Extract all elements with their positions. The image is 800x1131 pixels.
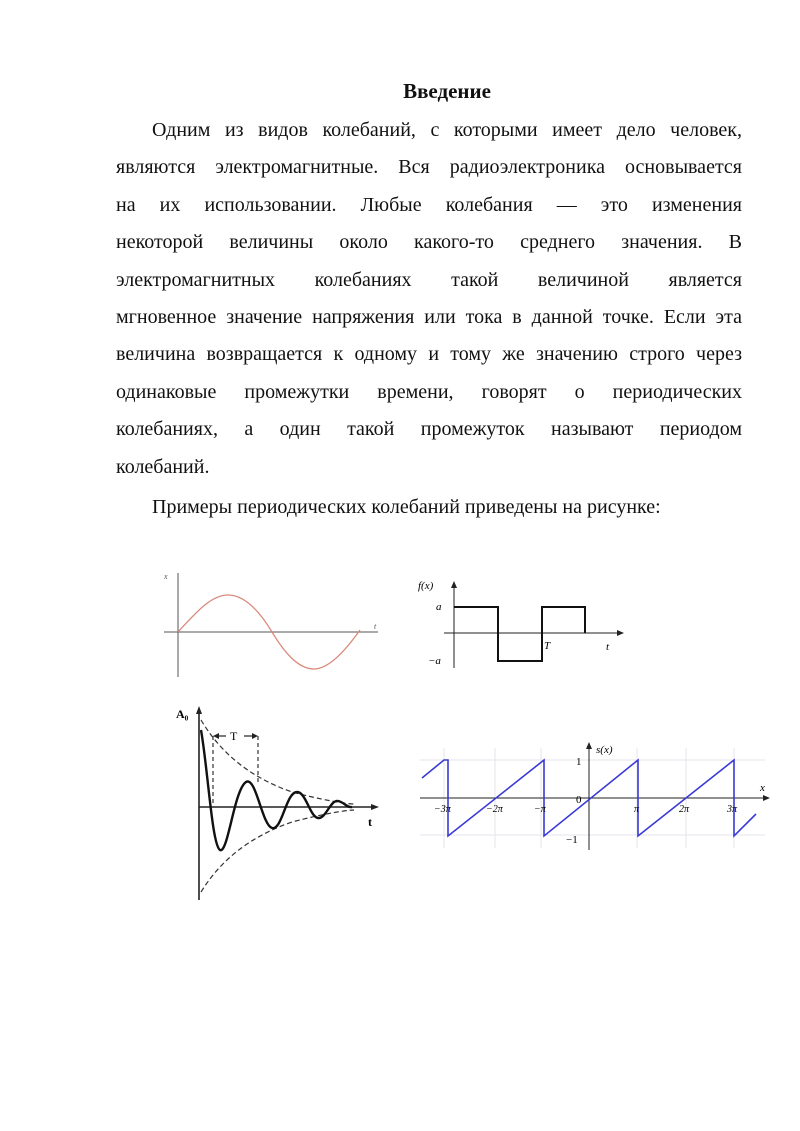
upper-level-label: a xyxy=(436,601,442,613)
paragraph-line: на их использовании. Любые колебания — это изменения xyxy=(116,193,742,216)
y-axis-label: s(x) xyxy=(596,744,613,756)
paragraph-line: колебаниях, а один такой промежуток называют периодом xyxy=(116,418,742,441)
square-wave-figure xyxy=(418,572,628,672)
upper-envelope xyxy=(201,720,354,804)
paragraph-line: некоторой величины около какого-то среднего значения. В xyxy=(116,231,742,254)
paragraph-line: Одним из видов колебаний, с которыми имеет дело человек, xyxy=(152,119,742,141)
x-axis-label: t xyxy=(374,622,377,631)
paragraph-line: являются электромагнитные. Вся радиоэлектроника основывается xyxy=(116,156,742,179)
x-tick-label: −π xyxy=(534,804,546,815)
y-axis-arrow xyxy=(451,581,457,588)
period-arrowhead-left xyxy=(213,733,219,739)
lower-envelope xyxy=(201,810,354,892)
sine-wave-figure xyxy=(160,565,385,680)
figure-intro-paragraph xyxy=(116,489,742,526)
y-axis-arrow xyxy=(586,742,592,749)
x-axis-label: x xyxy=(760,782,765,794)
square-wave-curve xyxy=(454,607,585,661)
x-axis-label: t xyxy=(368,815,372,829)
page-title: Введение xyxy=(403,79,491,103)
y-axis-label: x xyxy=(164,572,168,581)
y-axis-arrow xyxy=(196,706,202,714)
paragraph-line: величина возвращается к одному и тому же значению строго через xyxy=(116,343,742,366)
paragraph-line: электромагнитных колебаниях такой величиной является xyxy=(116,268,742,291)
lower-level-label: −a xyxy=(428,655,441,667)
x-tick-label: −2π xyxy=(486,804,503,815)
damped-curve xyxy=(201,730,352,850)
x-axis-label: t xyxy=(606,641,610,653)
y-tick-label: 0 xyxy=(576,794,582,806)
x-axis-arrow xyxy=(617,630,624,636)
x-axis-arrow xyxy=(763,795,770,801)
x-tick-label: 3π xyxy=(727,804,738,815)
period-label: T xyxy=(544,640,551,652)
period-label: T xyxy=(230,729,238,743)
paragraph-line: Примеры периодических колебаний приведены на рисунке: xyxy=(152,496,661,518)
x-tick-label: −3π xyxy=(434,804,451,815)
intro-paragraph xyxy=(116,112,742,486)
damped-oscillation-figure xyxy=(172,700,387,905)
x-tick-label: 2π xyxy=(679,804,690,815)
y-tick-label: 1 xyxy=(576,756,582,768)
paragraph-line: колебаний. xyxy=(116,455,210,478)
x-tick-label: π xyxy=(634,804,640,815)
y-tick-label: −1 xyxy=(566,834,578,846)
y-axis-label: A₀ xyxy=(176,707,189,721)
x-axis-arrow xyxy=(371,804,379,810)
paragraph-line: одинаковые промежутки времени, говорят о периодических xyxy=(116,380,742,403)
paragraph-line: мгновенное значение напряжения или тока в данной точке. Если эта xyxy=(116,305,742,328)
sawtooth-wave-figure xyxy=(420,740,775,855)
y-axis-label: f(x) xyxy=(418,580,434,592)
period-arrowhead-right xyxy=(252,733,258,739)
